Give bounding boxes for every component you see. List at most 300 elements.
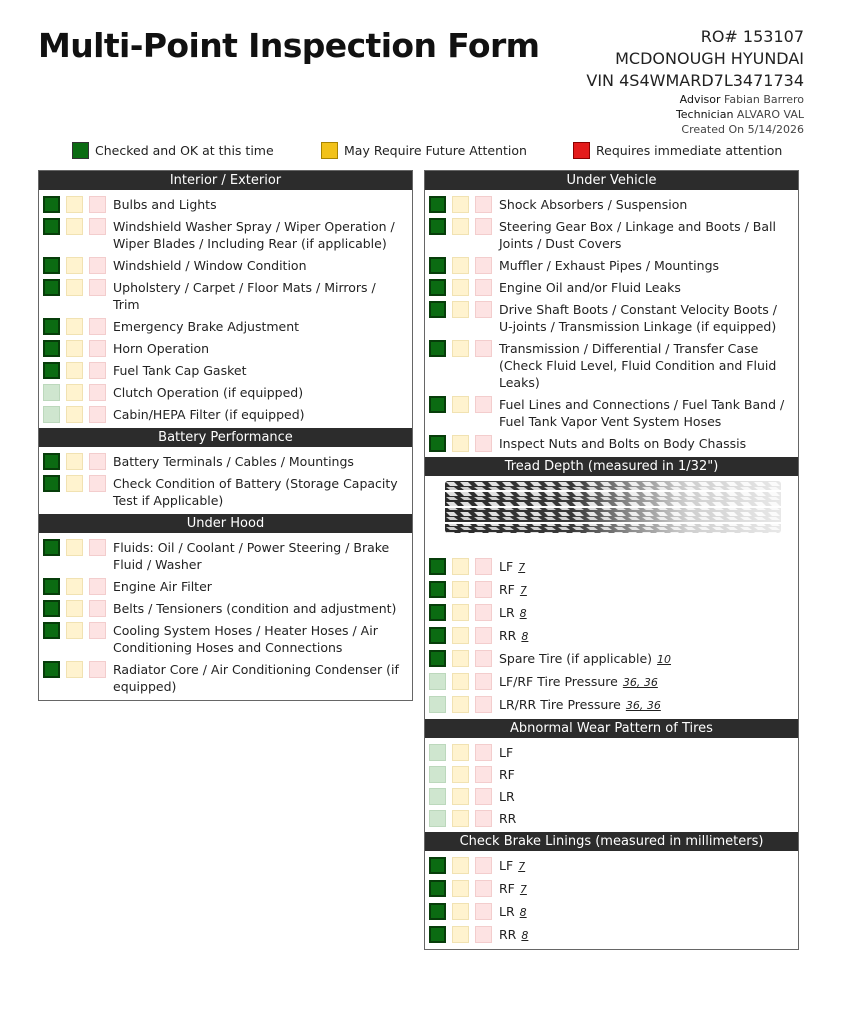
immediate-attention-checkbox[interactable] [475, 301, 492, 318]
ok-checkbox[interactable] [429, 558, 446, 575]
item-text [498, 926, 798, 944]
header-info [586, 26, 804, 137]
ok-checkbox[interactable] [429, 340, 446, 357]
ok-checkbox[interactable] [43, 279, 60, 296]
future-attention-checkbox[interactable] [66, 318, 83, 335]
wear-rows [425, 738, 798, 832]
item-label: Battery Terminals / Cables / Mountings [113, 454, 354, 469]
future-attention-checkbox[interactable] [452, 340, 469, 357]
immediate-attention-checkbox[interactable] [475, 903, 492, 920]
future-attention-checkbox[interactable] [452, 257, 469, 274]
checklist-row [425, 648, 798, 671]
ok-checkbox[interactable] [429, 810, 446, 827]
checklist-row [425, 556, 798, 579]
item-text [498, 903, 798, 921]
item-label: LR [499, 789, 515, 804]
item-label: RF [499, 881, 515, 896]
checklist-row [39, 382, 412, 404]
item-text [498, 196, 798, 213]
status-boxes [43, 218, 112, 235]
checklist-row [425, 671, 798, 694]
status-boxes [429, 279, 498, 296]
status-boxes [43, 622, 112, 639]
item-text [498, 810, 798, 827]
checklist-row [425, 625, 798, 648]
future-attention-checkbox[interactable] [452, 627, 469, 644]
checklist-row [425, 338, 798, 394]
item-label: Emergency Brake Adjustment [113, 319, 300, 334]
immediate-attention-checkbox[interactable] [475, 673, 492, 690]
immediate-attention-checkbox[interactable] [475, 218, 492, 235]
created-date: 5/14/2026 [747, 123, 804, 136]
item-label: Check Condition of Battery (Storage Capacity Test if Applicable) [113, 476, 398, 508]
status-boxes [429, 581, 498, 598]
section-header-interior: Interior / Exterior [39, 171, 412, 190]
checklist-row [425, 878, 798, 901]
item-text [112, 661, 412, 695]
item-text [112, 279, 412, 313]
item-text [112, 196, 412, 213]
immediate-attention-checkbox[interactable] [475, 257, 492, 274]
checklist-row [39, 620, 412, 659]
future-attention-checkbox[interactable] [452, 435, 469, 452]
form-title: Multi-Point Inspection Form [38, 26, 540, 65]
ok-checkbox[interactable] [43, 318, 60, 335]
ok-checkbox[interactable] [43, 600, 60, 617]
section-header-hood: Under Hood [39, 514, 412, 533]
status-boxes [43, 600, 112, 617]
immediate-attention-checkbox[interactable] [475, 581, 492, 598]
ok-checkbox[interactable] [43, 218, 60, 235]
checklist-row [425, 901, 798, 924]
created-line [586, 122, 804, 137]
ok-checkbox[interactable] [429, 696, 446, 713]
future-attention-checkbox[interactable] [452, 196, 469, 213]
item-text [498, 744, 798, 761]
legend-ok [72, 142, 274, 159]
item-label: RR [499, 927, 517, 942]
immediate-attention-checkbox[interactable] [89, 600, 106, 617]
checklist-row [425, 255, 798, 277]
immediate-attention-checkbox[interactable] [89, 218, 106, 235]
status-boxes [429, 650, 498, 667]
ok-checkbox[interactable] [429, 766, 446, 783]
checklist-row [425, 808, 798, 830]
ok-checkbox[interactable] [429, 196, 446, 213]
immediate-attention-checkbox[interactable] [89, 384, 106, 401]
ok-checkbox[interactable] [43, 475, 60, 492]
future-attention-checkbox[interactable] [66, 578, 83, 595]
item-text [498, 857, 798, 875]
vin-label: VIN [586, 71, 615, 90]
red-swatch-icon [573, 142, 590, 159]
tread-depth-graphic [425, 476, 798, 552]
immediate-attention-checkbox[interactable] [475, 880, 492, 897]
immediate-attention-checkbox[interactable] [475, 766, 492, 783]
ok-checkbox[interactable] [429, 673, 446, 690]
immediate-attention-checkbox[interactable] [475, 435, 492, 452]
checklist-row [425, 924, 798, 947]
vin-line [586, 70, 804, 92]
immediate-attention-checkbox[interactable] [89, 196, 106, 213]
item-text [498, 558, 798, 576]
future-attention-checkbox[interactable] [452, 558, 469, 575]
immediate-attention-checkbox[interactable] [89, 318, 106, 335]
future-attention-checkbox[interactable] [452, 766, 469, 783]
item-text [112, 578, 412, 595]
immediate-attention-checkbox[interactable] [89, 453, 106, 470]
checklist-row [39, 404, 412, 426]
vin-number: 4S4WMARD7L3471734 [619, 71, 804, 90]
immediate-attention-checkbox[interactable] [475, 558, 492, 575]
future-attention-checkbox[interactable] [66, 661, 83, 678]
item-text [112, 218, 412, 252]
item-label: Clutch Operation (if equipped) [113, 385, 304, 400]
ok-checkbox[interactable] [43, 539, 60, 556]
future-attention-checkbox[interactable] [452, 696, 469, 713]
hood-rows [39, 533, 412, 700]
immediate-attention-checkbox[interactable] [475, 926, 492, 943]
immediate-attention-checkbox[interactable] [89, 475, 106, 492]
item-text [498, 301, 798, 335]
status-boxes [43, 279, 112, 296]
item-label: Engine Air Filter [113, 579, 212, 594]
future-attention-checkbox[interactable] [452, 581, 469, 598]
right-panel [424, 170, 799, 950]
ok-checkbox[interactable] [429, 880, 446, 897]
immediate-attention-checkbox[interactable] [475, 396, 492, 413]
future-attention-checkbox[interactable] [452, 673, 469, 690]
immediate-attention-checkbox[interactable] [89, 539, 106, 556]
status-boxes [429, 257, 498, 274]
ok-checkbox[interactable] [429, 926, 446, 943]
future-attention-checkbox[interactable] [66, 279, 83, 296]
future-attention-checkbox[interactable] [452, 880, 469, 897]
checklist-row [425, 216, 798, 255]
immediate-attention-checkbox[interactable] [475, 810, 492, 827]
section-header-vehicle: Under Vehicle [425, 171, 798, 190]
checklist-row [39, 216, 412, 255]
item-text [112, 475, 412, 509]
immediate-attention-checkbox[interactable] [89, 340, 106, 357]
item-text [498, 627, 798, 645]
section-header-wear: Abnormal Wear Pattern of Tires [425, 719, 798, 738]
vehicle-rows [425, 190, 798, 457]
checklist-row [39, 537, 412, 576]
checklist-row [39, 255, 412, 277]
ok-checkbox[interactable] [429, 257, 446, 274]
immediate-attention-checkbox[interactable] [89, 661, 106, 678]
ok-checkbox[interactable] [429, 903, 446, 920]
status-boxes [43, 539, 112, 556]
future-attention-checkbox[interactable] [452, 301, 469, 318]
legend-immediate [573, 142, 782, 159]
item-label: Transmission / Differential / Transfer Case (Check Fluid Level, Fluid Condition and Fluid Leaks) [499, 341, 777, 390]
checklist-row [425, 433, 798, 455]
item-label: LR/RR Tire Pressure [499, 697, 621, 712]
brake-rows [425, 851, 798, 949]
future-attention-checkbox[interactable] [452, 857, 469, 874]
legend-future-label: May Require Future Attention [344, 143, 527, 158]
checklist-row [39, 659, 412, 698]
status-boxes [429, 396, 498, 413]
checklist-row [425, 277, 798, 299]
checklist-row [39, 451, 412, 473]
status-boxes [429, 673, 498, 690]
item-label: Horn Operation [113, 341, 210, 356]
section-header-tread: Tread Depth (measured in 1/32") [425, 457, 798, 476]
item-text [498, 604, 798, 622]
future-attention-checkbox[interactable] [66, 257, 83, 274]
status-boxes [429, 340, 498, 357]
status-boxes [43, 362, 112, 379]
future-attention-checkbox[interactable] [66, 362, 83, 379]
item-label: LF [499, 858, 514, 873]
measurement-value: 8 [521, 929, 529, 942]
ok-checkbox[interactable] [429, 396, 446, 413]
ok-checkbox[interactable] [429, 788, 446, 805]
item-label: LF [499, 559, 514, 574]
item-label: RF [499, 767, 515, 782]
future-attention-checkbox[interactable] [452, 396, 469, 413]
technician-name: ALVARO VAL [736, 108, 804, 121]
item-label: Fuel Lines and Connections / Fuel Tank Band / Fuel Tank Vapor Vent System Hoses [499, 397, 785, 429]
checklist-row [39, 316, 412, 338]
status-boxes [429, 788, 498, 805]
immediate-attention-checkbox[interactable] [89, 279, 106, 296]
tire-tread-icon [445, 481, 781, 533]
immediate-attention-checkbox[interactable] [89, 578, 106, 595]
status-boxes [429, 604, 498, 621]
item-label: RR [499, 811, 517, 826]
item-text [498, 673, 798, 691]
immediate-attention-checkbox[interactable] [89, 257, 106, 274]
ok-checkbox[interactable] [43, 257, 60, 274]
item-text [112, 318, 412, 335]
status-boxes [43, 578, 112, 595]
item-label: Windshield / Window Condition [113, 258, 307, 273]
item-text [498, 766, 798, 783]
ok-checkbox[interactable] [43, 406, 60, 423]
item-text [498, 581, 798, 599]
advisor-label: Advisor [679, 93, 721, 106]
status-boxes [429, 696, 498, 713]
ok-checkbox[interactable] [429, 627, 446, 644]
immediate-attention-checkbox[interactable] [475, 696, 492, 713]
item-label: Cabin/HEPA Filter (if equipped) [113, 407, 305, 422]
ok-checkbox[interactable] [429, 435, 446, 452]
status-boxes [429, 880, 498, 897]
checklist-row [425, 786, 798, 808]
future-attention-checkbox[interactable] [452, 650, 469, 667]
future-attention-checkbox[interactable] [452, 926, 469, 943]
immediate-attention-checkbox[interactable] [475, 650, 492, 667]
future-attention-checkbox[interactable] [66, 475, 83, 492]
ok-checkbox[interactable] [43, 453, 60, 470]
battery-rows [39, 447, 412, 514]
ok-checkbox[interactable] [429, 581, 446, 598]
checklist-row [425, 764, 798, 786]
future-attention-checkbox[interactable] [452, 604, 469, 621]
measurement-value: 10 [657, 653, 672, 666]
future-attention-checkbox[interactable] [66, 453, 83, 470]
status-boxes [429, 627, 498, 644]
immediate-attention-checkbox[interactable] [475, 788, 492, 805]
item-text [498, 396, 798, 430]
status-boxes [429, 218, 498, 235]
ok-checkbox[interactable] [43, 622, 60, 639]
future-attention-checkbox[interactable] [452, 810, 469, 827]
measurement-value: 8 [519, 607, 527, 620]
item-label: Windshield Washer Spray / Wiper Operation / Wiper Blades / Including Rear (if applicable) [113, 219, 395, 251]
item-label: Muffler / Exhaust Pipes / Mountings [499, 258, 720, 273]
status-boxes [43, 384, 112, 401]
item-text [498, 880, 798, 898]
interior-rows [39, 190, 412, 428]
status-boxes [43, 196, 112, 213]
status-boxes [429, 435, 498, 452]
immediate-attention-checkbox[interactable] [89, 362, 106, 379]
ok-checkbox[interactable] [429, 279, 446, 296]
item-text [498, 257, 798, 274]
ok-checkbox[interactable] [43, 578, 60, 595]
future-attention-checkbox[interactable] [452, 279, 469, 296]
measurement-value: 7 [519, 584, 527, 597]
item-label: Radiator Core / Air Conditioning Condenser (if equipped) [113, 662, 399, 694]
item-text [112, 362, 412, 379]
technician-line [586, 107, 804, 122]
immediate-attention-checkbox[interactable] [475, 604, 492, 621]
status-boxes [429, 196, 498, 213]
item-label: Cooling System Hoses / Heater Hoses / Air Conditioning Hoses and Connections [113, 623, 378, 655]
item-text [498, 696, 798, 714]
status-boxes [43, 340, 112, 357]
item-label: Spare Tire (if applicable) [499, 651, 653, 666]
measurement-value: 7 [518, 561, 526, 574]
item-label: LF/RF Tire Pressure [499, 674, 618, 689]
green-swatch-icon [72, 142, 89, 159]
ok-checkbox[interactable] [429, 857, 446, 874]
legend-future [321, 142, 527, 159]
immediate-attention-checkbox[interactable] [475, 196, 492, 213]
ok-checkbox[interactable] [43, 196, 60, 213]
checklist-row [39, 194, 412, 216]
future-attention-checkbox[interactable] [66, 218, 83, 235]
item-label: LR [499, 605, 515, 620]
ok-checkbox[interactable] [43, 340, 60, 357]
status-boxes [429, 766, 498, 783]
item-label: Upholstery / Carpet / Floor Mats / Mirrors / Trim [113, 280, 376, 312]
immediate-attention-checkbox[interactable] [89, 406, 106, 423]
tread-rows [425, 552, 798, 719]
ok-checkbox[interactable] [43, 362, 60, 379]
future-attention-checkbox[interactable] [452, 744, 469, 761]
item-label: RF [499, 582, 515, 597]
item-text [498, 218, 798, 252]
item-text [112, 539, 412, 573]
future-attention-checkbox[interactable] [452, 218, 469, 235]
status-boxes [43, 453, 112, 470]
section-header-battery: Battery Performance [39, 428, 412, 447]
future-attention-checkbox[interactable] [452, 788, 469, 805]
immediate-attention-checkbox[interactable] [475, 627, 492, 644]
advisor-name: Fabian Barrero [724, 93, 804, 106]
ok-checkbox[interactable] [429, 744, 446, 761]
measurement-value: 8 [521, 630, 529, 643]
item-text [498, 788, 798, 805]
status-boxes [429, 558, 498, 575]
item-text [498, 279, 798, 296]
item-label: Fuel Tank Cap Gasket [113, 363, 247, 378]
checklist-row [425, 299, 798, 338]
immediate-attention-checkbox[interactable] [475, 279, 492, 296]
item-label: Engine Oil and/or Fluid Leaks [499, 280, 681, 295]
ok-checkbox[interactable] [429, 650, 446, 667]
future-attention-checkbox[interactable] [66, 384, 83, 401]
status-boxes [43, 257, 112, 274]
checklist-row [39, 576, 412, 598]
item-text [498, 650, 798, 668]
ok-checkbox[interactable] [429, 301, 446, 318]
checklist-row [39, 338, 412, 360]
legend-ok-label: Checked and OK at this time [95, 143, 274, 158]
created-label: Created On [681, 123, 745, 136]
checklist-row [39, 277, 412, 316]
ro-label: RO# [700, 27, 738, 46]
status-boxes [43, 406, 112, 423]
item-text [112, 600, 412, 617]
ok-checkbox[interactable] [43, 384, 60, 401]
future-attention-checkbox[interactable] [66, 406, 83, 423]
ok-checkbox[interactable] [43, 661, 60, 678]
future-attention-checkbox[interactable] [66, 539, 83, 556]
status-boxes [429, 301, 498, 318]
advisor-line [586, 92, 804, 107]
status-boxes [429, 926, 498, 943]
item-label: Drive Shaft Boots / Constant Velocity Boots / U-joints / Transmission Linkage (if equipped) [499, 302, 777, 334]
checklist-row [425, 579, 798, 602]
item-text [112, 406, 412, 423]
future-attention-checkbox[interactable] [66, 600, 83, 617]
legend-immediate-label: Requires immediate attention [596, 143, 783, 158]
future-attention-checkbox[interactable] [66, 622, 83, 639]
ok-checkbox[interactable] [429, 218, 446, 235]
immediate-attention-checkbox[interactable] [475, 857, 492, 874]
measurement-value: 36, 36 [622, 676, 658, 689]
item-label: RR [499, 628, 517, 643]
immediate-attention-checkbox[interactable] [475, 744, 492, 761]
immediate-attention-checkbox[interactable] [89, 622, 106, 639]
item-label: Inspect Nuts and Bolts on Body Chassis [499, 436, 747, 451]
item-text [112, 257, 412, 274]
future-attention-checkbox[interactable] [452, 903, 469, 920]
ro-number: 153107 [742, 27, 804, 46]
checklist-row [39, 360, 412, 382]
checklist-row [425, 602, 798, 625]
ok-checkbox[interactable] [429, 604, 446, 621]
checklist-row [39, 598, 412, 620]
future-attention-checkbox[interactable] [66, 340, 83, 357]
item-text [498, 435, 798, 452]
checklist-row [425, 742, 798, 764]
measurement-value: 36, 36 [625, 699, 661, 712]
future-attention-checkbox[interactable] [66, 196, 83, 213]
immediate-attention-checkbox[interactable] [475, 340, 492, 357]
measurement-value: 7 [519, 883, 527, 896]
item-label: Fluids: Oil / Coolant / Power Steering / Brake Fluid / Washer [113, 540, 390, 572]
ro-line [586, 26, 804, 48]
item-text [112, 453, 412, 470]
